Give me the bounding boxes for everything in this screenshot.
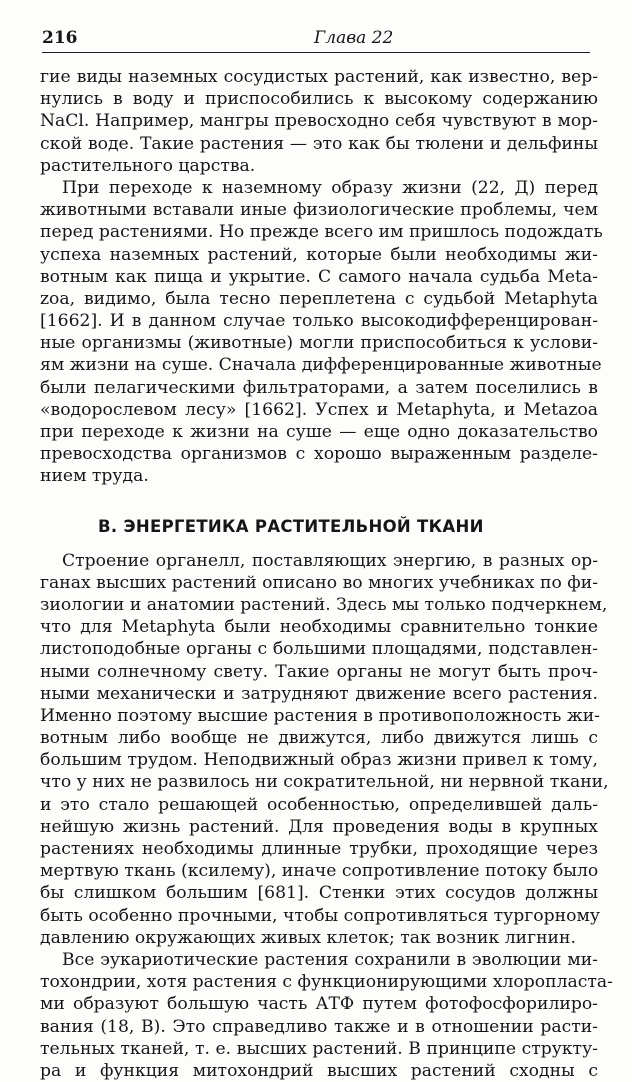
text-line: «водорослевом лесу» [1662]. Успех и Metaphyta, и Metazoa xyxy=(40,399,598,420)
text-line: растительного царства. xyxy=(40,155,256,176)
text-line: и это стало решающей особенностью, определившей даль- xyxy=(40,794,598,815)
text-line: нием труда. xyxy=(40,466,149,487)
text-line: ными механически и затрудняют движение всего растения. xyxy=(40,683,598,704)
text-line: зиологии и анатомии растений. Здесь мы только подчеркнем, xyxy=(40,594,608,615)
text-line: ные организмы (животные) могли приспособиться к услови- xyxy=(40,333,598,354)
text-line: zoa, видимо, была тесно переплетена с судьбой Metaphyta xyxy=(40,288,598,309)
section-heading: В. ЭНЕРГЕТИКА РАСТИТЕЛЬНОЙ ТКАНИ xyxy=(98,516,484,536)
text-line: нейшую жизнь растений. Для проведения воды в крупных xyxy=(40,816,598,837)
text-line: бы слишком большим [681]. Стенки этих сосудов должны xyxy=(40,883,598,904)
text-line: гие виды наземных сосудистых растений, как известно, вер- xyxy=(40,67,598,87)
page-header xyxy=(42,24,590,53)
paragraph-3 xyxy=(40,550,609,949)
page-body xyxy=(40,66,613,1082)
text-line: мертвую ткань (ксилему), иначе сопротивление потоку было xyxy=(40,861,599,882)
text-line: нулись в воду и приспособились к высокому содержанию xyxy=(40,89,598,110)
text-line: Именно поэтому высшие растения в противоположность жи- xyxy=(40,705,600,726)
text-line: растениях необходимы длинные трубки, проходящие через xyxy=(40,839,598,859)
text-line: тельных тканей, т. е. высших растений. В принципе структу- xyxy=(40,1038,598,1059)
page-number: 216 xyxy=(42,28,78,48)
text-line: ми образуют большую часть АТФ путем фотофосфорилиро- xyxy=(40,994,598,1015)
text-line: ям жизни на суше. Сначала дифференцированные животные xyxy=(40,355,602,376)
text-line: вотным либо вообще не движутся, либо движутся лишь с xyxy=(40,728,598,749)
text-line: ными солнечному свету. Такие органы не могут быть проч- xyxy=(40,661,598,682)
text-line: [1662]. И в данном случае только высокодифференцирован- xyxy=(40,311,598,332)
paragraph-4 xyxy=(40,949,613,1082)
paragraph-2 xyxy=(40,177,603,488)
text-line: при переходе к жизни на суше — еще одно доказательство xyxy=(40,422,598,442)
text-line: Строение органелл, поставляющих энергию, в разных ор- xyxy=(62,550,598,571)
text-line: NaCl. Например, мангры превосходно себя чувствуют в мор- xyxy=(40,111,598,132)
text-line: животными вставали иные физиологические проблемы, чем xyxy=(40,200,598,221)
text-line: вания (18, В). Это справедливо также и в отношении расти- xyxy=(40,1016,598,1037)
text-line: тохондрии, хотя растения с функционирующими хлоропласта- xyxy=(40,972,613,993)
text-line: превосходства организмов с хорошо выраженным разделе- xyxy=(40,444,598,465)
running-head: Глава 22 xyxy=(314,28,394,48)
text-line: перед растениями. Но прежде всего им пришлось подождать xyxy=(40,222,603,243)
text-line: успеха наземных растений, которые были необходимы жи- xyxy=(40,244,598,265)
text-line: ра и функция митохондрий высших растений сходны с xyxy=(40,1060,598,1081)
text-line: были пелагическими фильтраторами, а затем поселились в xyxy=(40,377,598,398)
text-line: При переходе к наземному образу жизни (22, Д) перед xyxy=(62,177,598,198)
paragraph-1 xyxy=(40,66,598,177)
text-line: Все эукариотические растения сохранили в эволюции ми- xyxy=(62,949,598,970)
text-line: быть особенно прочными, чтобы сопротивляться тургорному xyxy=(40,905,600,926)
text-line: давлению окружающих живых клеток; так возник лигнин. xyxy=(40,927,576,948)
text-line: вотным как пища и укрытие. С самого начала судьба Meta- xyxy=(40,266,598,287)
text-line: большим трудом. Неподвижный образ жизни привел к тому, xyxy=(40,750,598,771)
text-line: ской воде. Такие растения — это как бы тюлени и дельфины xyxy=(40,133,598,154)
text-line: что у них не развилось ни сократительной, ни нервной ткани, xyxy=(40,772,609,793)
text-line: листоподобные органы с большими площадями, подставлен- xyxy=(40,639,598,660)
text-line: ганах высших растений описано во многих учебниках по фи- xyxy=(40,572,598,593)
text-line: что для Metaphyta были необходимы сравнительно тонкие xyxy=(40,617,598,638)
